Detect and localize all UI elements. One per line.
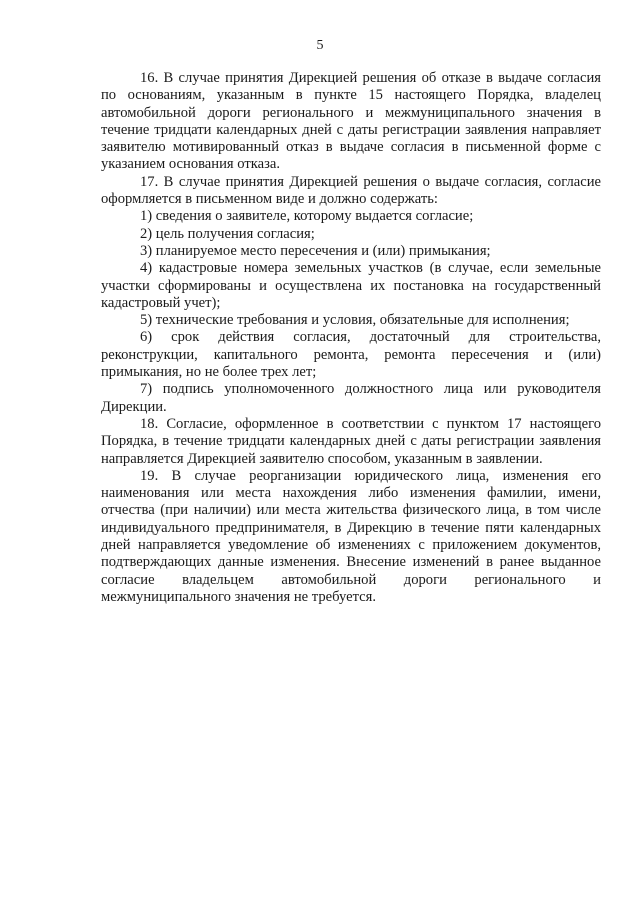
list-item-1: 1) сведения о заявителе, которому выдается согласие;: [140, 208, 474, 225]
list-item-3: 3) планируемое место пересечения и (или) примыкания;: [140, 242, 491, 259]
list-item-5: 5) технические требования и условия, обязательные для исполнения;: [140, 312, 570, 329]
list-item-4: 4) кадастровые номера земельных участков (в случае, если земельные участки сформированы и осуществлена их постановка на государственный кадастровый учет);: [101, 260, 601, 311]
page-number: 5: [316, 38, 324, 53]
list-item-2: 2) цель получения согласия;: [140, 225, 315, 242]
document-body: [101, 70, 601, 606]
paragraph-16: 16. В случае принятия Дирекцией решения об отказе в выдаче согласия по основаниям, указанным в пункте 15 настоящего Порядка, владелец автомобильной дороги регионального и межмуниципального значения в течение тридцати календарных дней с даты регистрации заявления направляет заявителю мотивированный отказ в выдаче согласия в письменной форме с указанием основания отказа.: [101, 70, 601, 173]
paragraph-18: 18. Согласие, оформленное в соответствии с пунктом 17 настоящего Порядка, в течение тридцати календарных дней с даты регистрации заявления направляется Дирекцией заявителю способом, указанным в заявлении.: [101, 415, 601, 467]
paragraph-19: 19. В случае реорганизации юридического лица, изменения его наименования или места нахождения либо изменения фамилии, имени, отчества (при наличии) или места жительства физического лица, в том числе индивидуального предпринимателя, в Дирекцию в течение пяти календарных дней направляется уведомление об изменениях с приложением документов, подтверждающих данные изменения. Внесение изменений в ранее выданное согласие владельцем автомобильной дороги регионального и межмуниципального значения не требуется.: [101, 467, 601, 605]
paragraph-17: 17. В случае принятия Дирекцией решения о выдаче согласия, согласие оформляется в письменном виде и должно содержать:: [101, 173, 601, 208]
list-item-6: 6) срок действия согласия, достаточный для строительства, реконструкции, капитального ремонта, ремонта пересечения и (или) примыкания, но не более трех лет;: [101, 329, 601, 381]
list-item-7: 7) подпись уполномоченного должностного лица или руководителя Дирекции.: [101, 381, 601, 415]
